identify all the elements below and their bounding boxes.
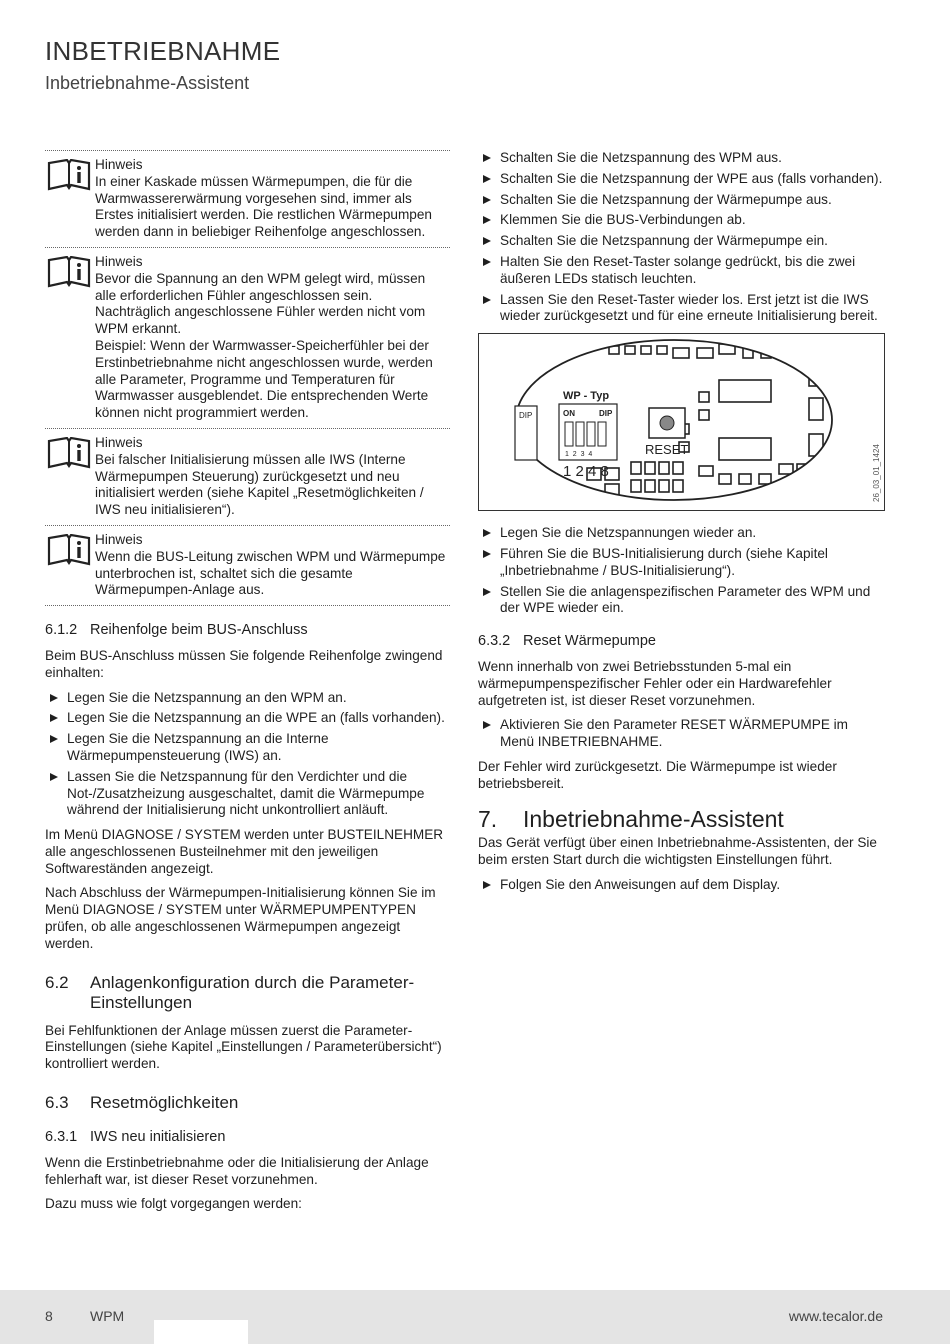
footer-tab [154, 1320, 248, 1344]
note-box [45, 429, 450, 526]
note-text: Bei falscher Initialisierung müssen alle IWS (Interne Wärmepumpen Steuerung) zurückgesetzt und neu initialisiert werden (siehe Kapitel „Resetmöglichkeiten / IWS neu initialisieren“). [95, 451, 424, 518]
section-heading-6-3-2: 6.3.2 Reset Wärmepumpe [478, 633, 656, 650]
document-name: WPM [90, 1308, 125, 1324]
page-subtitle: Inbetriebnahme-Assistent [45, 73, 250, 93]
note-text: Wenn die BUS-Leitung zwischen WPM und Wärmepumpe unterbrochen ist, schaltet sich die gesamte Wärmepumpen-Anlage aus. [95, 548, 446, 598]
page-number: 8 [45, 1308, 53, 1324]
on-label: ON [563, 409, 575, 419]
paragraph: Bei Fehlfunktionen der Anlage müssen zuerst die Parameter-Einstellungen (siehe Kapitel „Einstellungen / Parameterübersicht“) kontrolliert werden. [45, 1022, 442, 1072]
list-item: Halten Sie den Reset-Taster solange gedrückt, bis die zwei äußeren LEDs statisch leuchten. [478, 254, 883, 288]
list-item: Legen Sie die Netzspannungen wieder an. [478, 525, 883, 542]
page-header [45, 36, 280, 94]
section-heading-6-1-2: 6.1.2 Reihenfolge beim BUS-Anschluss [45, 622, 308, 639]
reset-label: RESET [645, 442, 689, 458]
list-item: Aktivieren Sie den Parameter RESET WÄRMEPUMPE im Menü INBETRIEBNAHME. [478, 717, 883, 751]
note-text: In einer Kaskade müssen Wärmepumpen, die für die Warmwassererwärmung vorgesehen sind, immer als Erstes initialisiert werden. Die restlichen Wärmepumpen werden dann in beliebiger Reihenfolge angeschlossen. [95, 173, 432, 240]
list-item: Schalten Sie die Netzspannung des WPM aus. [478, 150, 883, 167]
list-item: Schalten Sie die Netzspannung der WPE aus (falls vorhanden). [478, 171, 883, 188]
step-list [45, 690, 450, 820]
info-book-icon [47, 159, 91, 191]
step-list [478, 525, 883, 617]
list-item: Schalten Sie die Netzspannung der Wärmepumpe ein. [478, 233, 883, 250]
paragraph: Wenn innerhalb von zwei Betriebsstunden 5-mal ein wärmepumpenspezifischer Fehler oder ein Hardwarefehler aufgetreten ist, ist dieser Reset vorzunehmen. [478, 658, 832, 708]
paragraph: Nach Abschluss der Wärmepumpen-Initialisierung können Sie im Menü DIAGNOSE / SYSTEM unter WÄRMEPUMPENTYPEN prüfen, ob alle angeschlossenen Wärmepumpen angezeigt werden. [45, 885, 436, 951]
left-column [45, 150, 450, 1221]
list-item: Führen Sie die BUS-Initialisierung durch (siehe Kapitel „Inbetriebnahme / BUS-Initialisierung“). [478, 546, 883, 580]
page-footer [0, 1290, 950, 1344]
paragraph: Wenn die Erstinbetriebnahme oder die Initialisierung der Anlage fehlerhaft war, ist dieser Reset vorzunehmen. [45, 1154, 429, 1187]
right-column [478, 150, 883, 902]
note-text-example: Beispiel: Wenn der Warmwasser-Speicherfühler bei der Erstinbetriebnahme nicht angeschlossen wurde, werden alle Parameter, Programme und Temperaturen für Warmwasser ausgeblendet. Die entsprechenden Werte können nicht programmiert werden. [95, 337, 433, 421]
paragraph: Beim BUS-Anschluss müssen Sie folgende Reihenfolge zwingend einhalten: [45, 647, 443, 680]
note-title: Hinweis [95, 531, 143, 547]
dip-left-label: DIP [519, 411, 533, 421]
dip-switch-numbers: 1 2 3 4 [565, 451, 593, 459]
info-book-icon [47, 437, 91, 469]
step-list [478, 717, 883, 751]
note-text: Bevor die Spannung an den WPM gelegt wird, müssen alle erforderlichen Fühler angeschlossen sein. Nachträglich angeschlossene Fühler werden nicht vom WPM erkannt. [95, 270, 426, 337]
list-item: Lassen Sie die Netzspannung für den Verdichter und die Not-/Zusatzheizung ausgeschaltet, damit die Wärmepumpe während der Initialisierung nicht unkontrolliert anläuft. [45, 769, 450, 819]
note-title: Hinweis [95, 157, 143, 172]
list-item: Legen Sie die Netzspannung an die WPE an (falls vorhanden). [45, 710, 450, 727]
section-heading-6-2: 6.2 Anlagenkonfiguration durch die Parameter-Einstellungen [45, 972, 415, 1012]
paragraph: Im Menü DIAGNOSE / SYSTEM werden unter BUSTEILNEHMER alle angeschlossenen Busteilnehmer mit den jeweiligen Softwareständen angezeigt. [45, 827, 444, 876]
info-book-icon [47, 534, 91, 566]
board-figure [478, 333, 885, 511]
note-box [45, 526, 450, 606]
note-title: Hinweis [95, 434, 143, 450]
dip-switch-values: 1 2 4 8 [563, 463, 609, 481]
page-title: INBETRIEBNAHME [45, 36, 281, 66]
note-box [45, 248, 450, 429]
chapter-heading-7: 7. Inbetriebnahme-Assistent [478, 805, 784, 832]
paragraph: Dazu muss wie folgt vorgegangen werden: [45, 1196, 302, 1212]
website-url: www.tecalor.de [788, 1308, 883, 1324]
list-item: Schalten Sie die Netzspannung der Wärmepumpe aus. [478, 192, 883, 209]
list-item: Legen Sie die Netzspannung an den WPM an. [45, 690, 450, 707]
circuit-board-drawing [479, 334, 884, 510]
section-heading-6-3-1: 6.3.1 IWS neu initialisieren [45, 1129, 226, 1146]
list-item: Folgen Sie den Anweisungen auf dem Display. [478, 877, 883, 894]
section-heading-6-3: 6.3 Resetmöglichkeiten [45, 1093, 239, 1113]
wp-type-label: WP - Typ [563, 390, 610, 403]
list-item: Klemmen Sie die BUS-Verbindungen ab. [478, 212, 883, 229]
list-item: Legen Sie die Netzspannung an die Interne Wärmepumpensteuerung (IWS) an. [45, 731, 450, 765]
step-list [478, 877, 883, 894]
note-title: Hinweis [95, 253, 143, 269]
info-book-icon [47, 256, 91, 288]
paragraph: Der Fehler wird zurückgesetzt. Die Wärmepumpe ist wieder betriebsbereit. [478, 758, 837, 791]
list-item: Lassen Sie den Reset-Taster wieder los. Erst jetzt ist die IWS wieder zurückgesetzt und für eine erneute Initialisierung bereit. [478, 292, 883, 326]
paragraph: Das Gerät verfügt über einen Inbetriebnahme-Assistenten, der Sie beim ersten Start durch die wichtigsten Einstellungen führt. [478, 835, 877, 868]
list-item: Stellen Sie die anlagenspezifischen Parameter des WPM und der WPE wieder ein. [478, 584, 883, 618]
step-list [478, 150, 883, 325]
figure-code: 26_03_01_1424 [872, 444, 881, 503]
note-box [45, 150, 450, 248]
dip-label: DIP [599, 409, 613, 419]
